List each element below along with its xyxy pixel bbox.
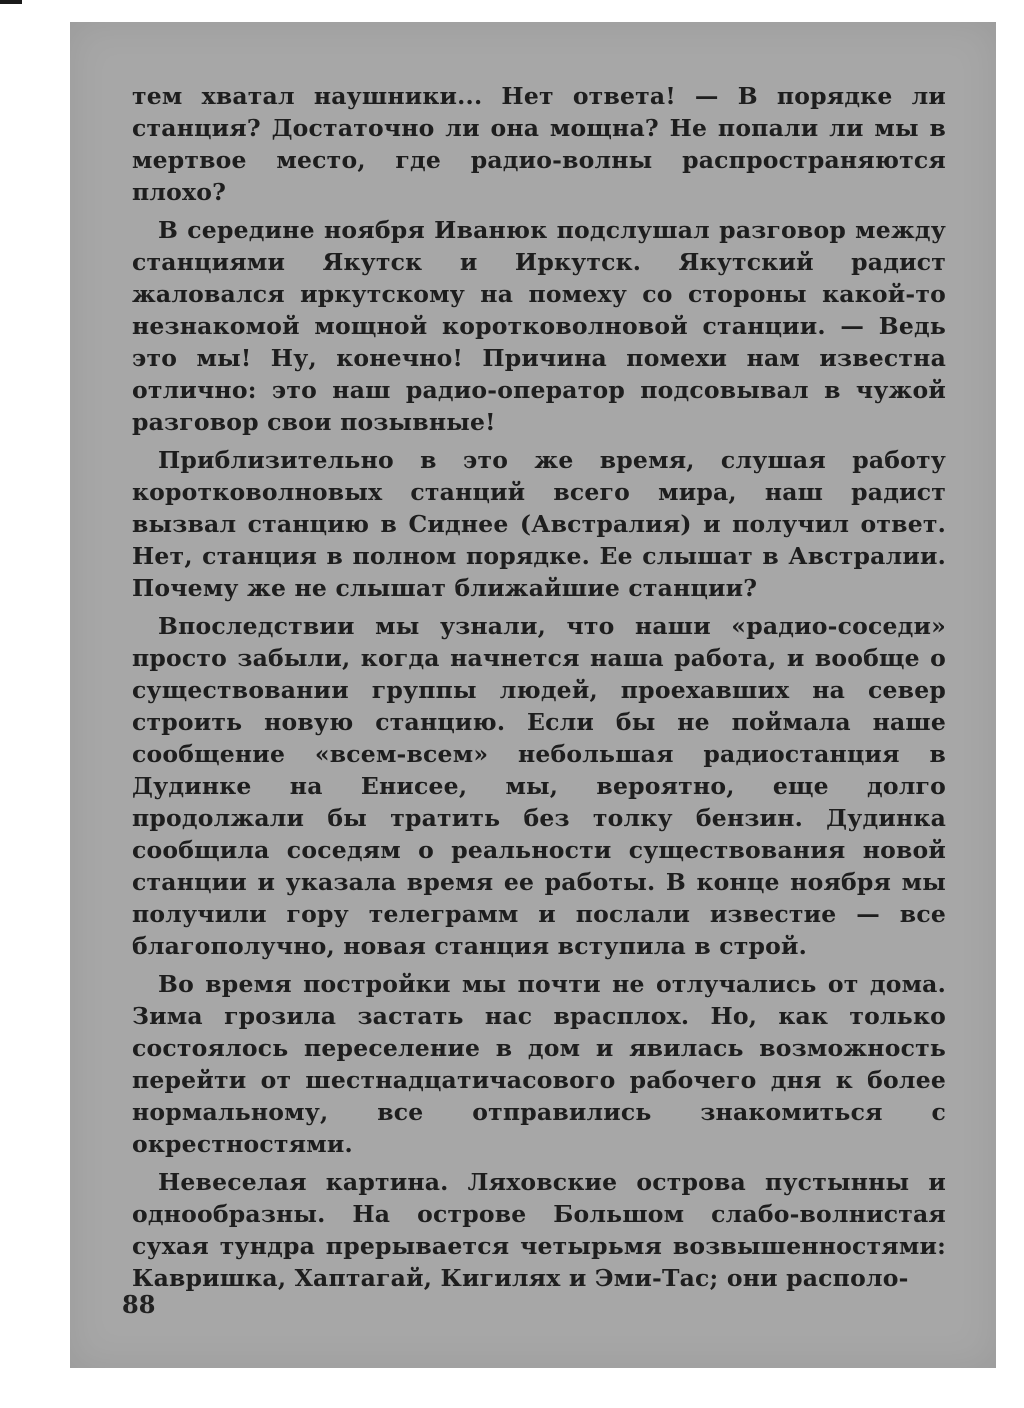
paragraph: Впоследствии мы узнали, что наши «радио-соседи» просто забыли, когда начнется наша работа, и вообще о существовании группы людей, проехавших на север строить новую станцию. Если бы не поймала наше сообщение «всем-всем» небольшая радиостанция в Дудинке на Енисее, мы, вероятно, еще долго продолжали бы тратить без толку бензин. Дудинка сообщила соседям о реальности существования новой станции и указала время ее работы. В конце ноября мы получили гору телеграмм и послали известие — все благополучно, новая станция вступила в строй.	[132, 612, 946, 960]
paragraph: Невеселая картина. Ляховские острова пустынны и однообразны. На острове Большом слабо-волнистая сухая тундра прерывается четырьмя возвышенностями: Кавришка, Хаптагай, Кигилях и Эми-Тас; они располо-	[132, 1168, 946, 1292]
page-number: 88	[122, 1290, 156, 1319]
paragraph: Во время постройки мы почти не отлучались от дома. Зима грозила застать нас врасплох. Но, как только состоялось переселение в дом и явилась возможность перейти от шестнадцатичасового рабочего дня к более нормальному, все отправились знакомиться с окрестностями.	[132, 970, 946, 1158]
paragraph: тем хватал наушники... Нет ответа! — В порядке ли станция? Достаточно ли она мощна? Не попали ли мы в мертвое место, где радио-волны распространяются плохо?	[132, 82, 946, 206]
body-text	[132, 80, 946, 1300]
scan-corner-mark	[0, 0, 22, 4]
paragraph: В середине ноября Иванюк подслушал разговор между станциями Якутск и Иркутск. Якутский радист жаловался иркутскому на помеху со стороны какой-то незнакомой мощной коротковолновой станции. — Ведь это мы! Ну, конечно! Причина помехи нам известна отлично: это наш радио-оператор подсовывал в чужой разговор свои позывные!	[132, 216, 946, 436]
book-page	[70, 22, 996, 1368]
paragraph: Приблизительно в это же время, слушая работу коротковолновых станций всего мира, наш радист вызвал станцию в Сиднее (Австралия) и получил ответ. Нет, станция в полном порядке. Ее слышат в Австралии. Почему же не слышат ближайшие станции?	[132, 446, 946, 602]
